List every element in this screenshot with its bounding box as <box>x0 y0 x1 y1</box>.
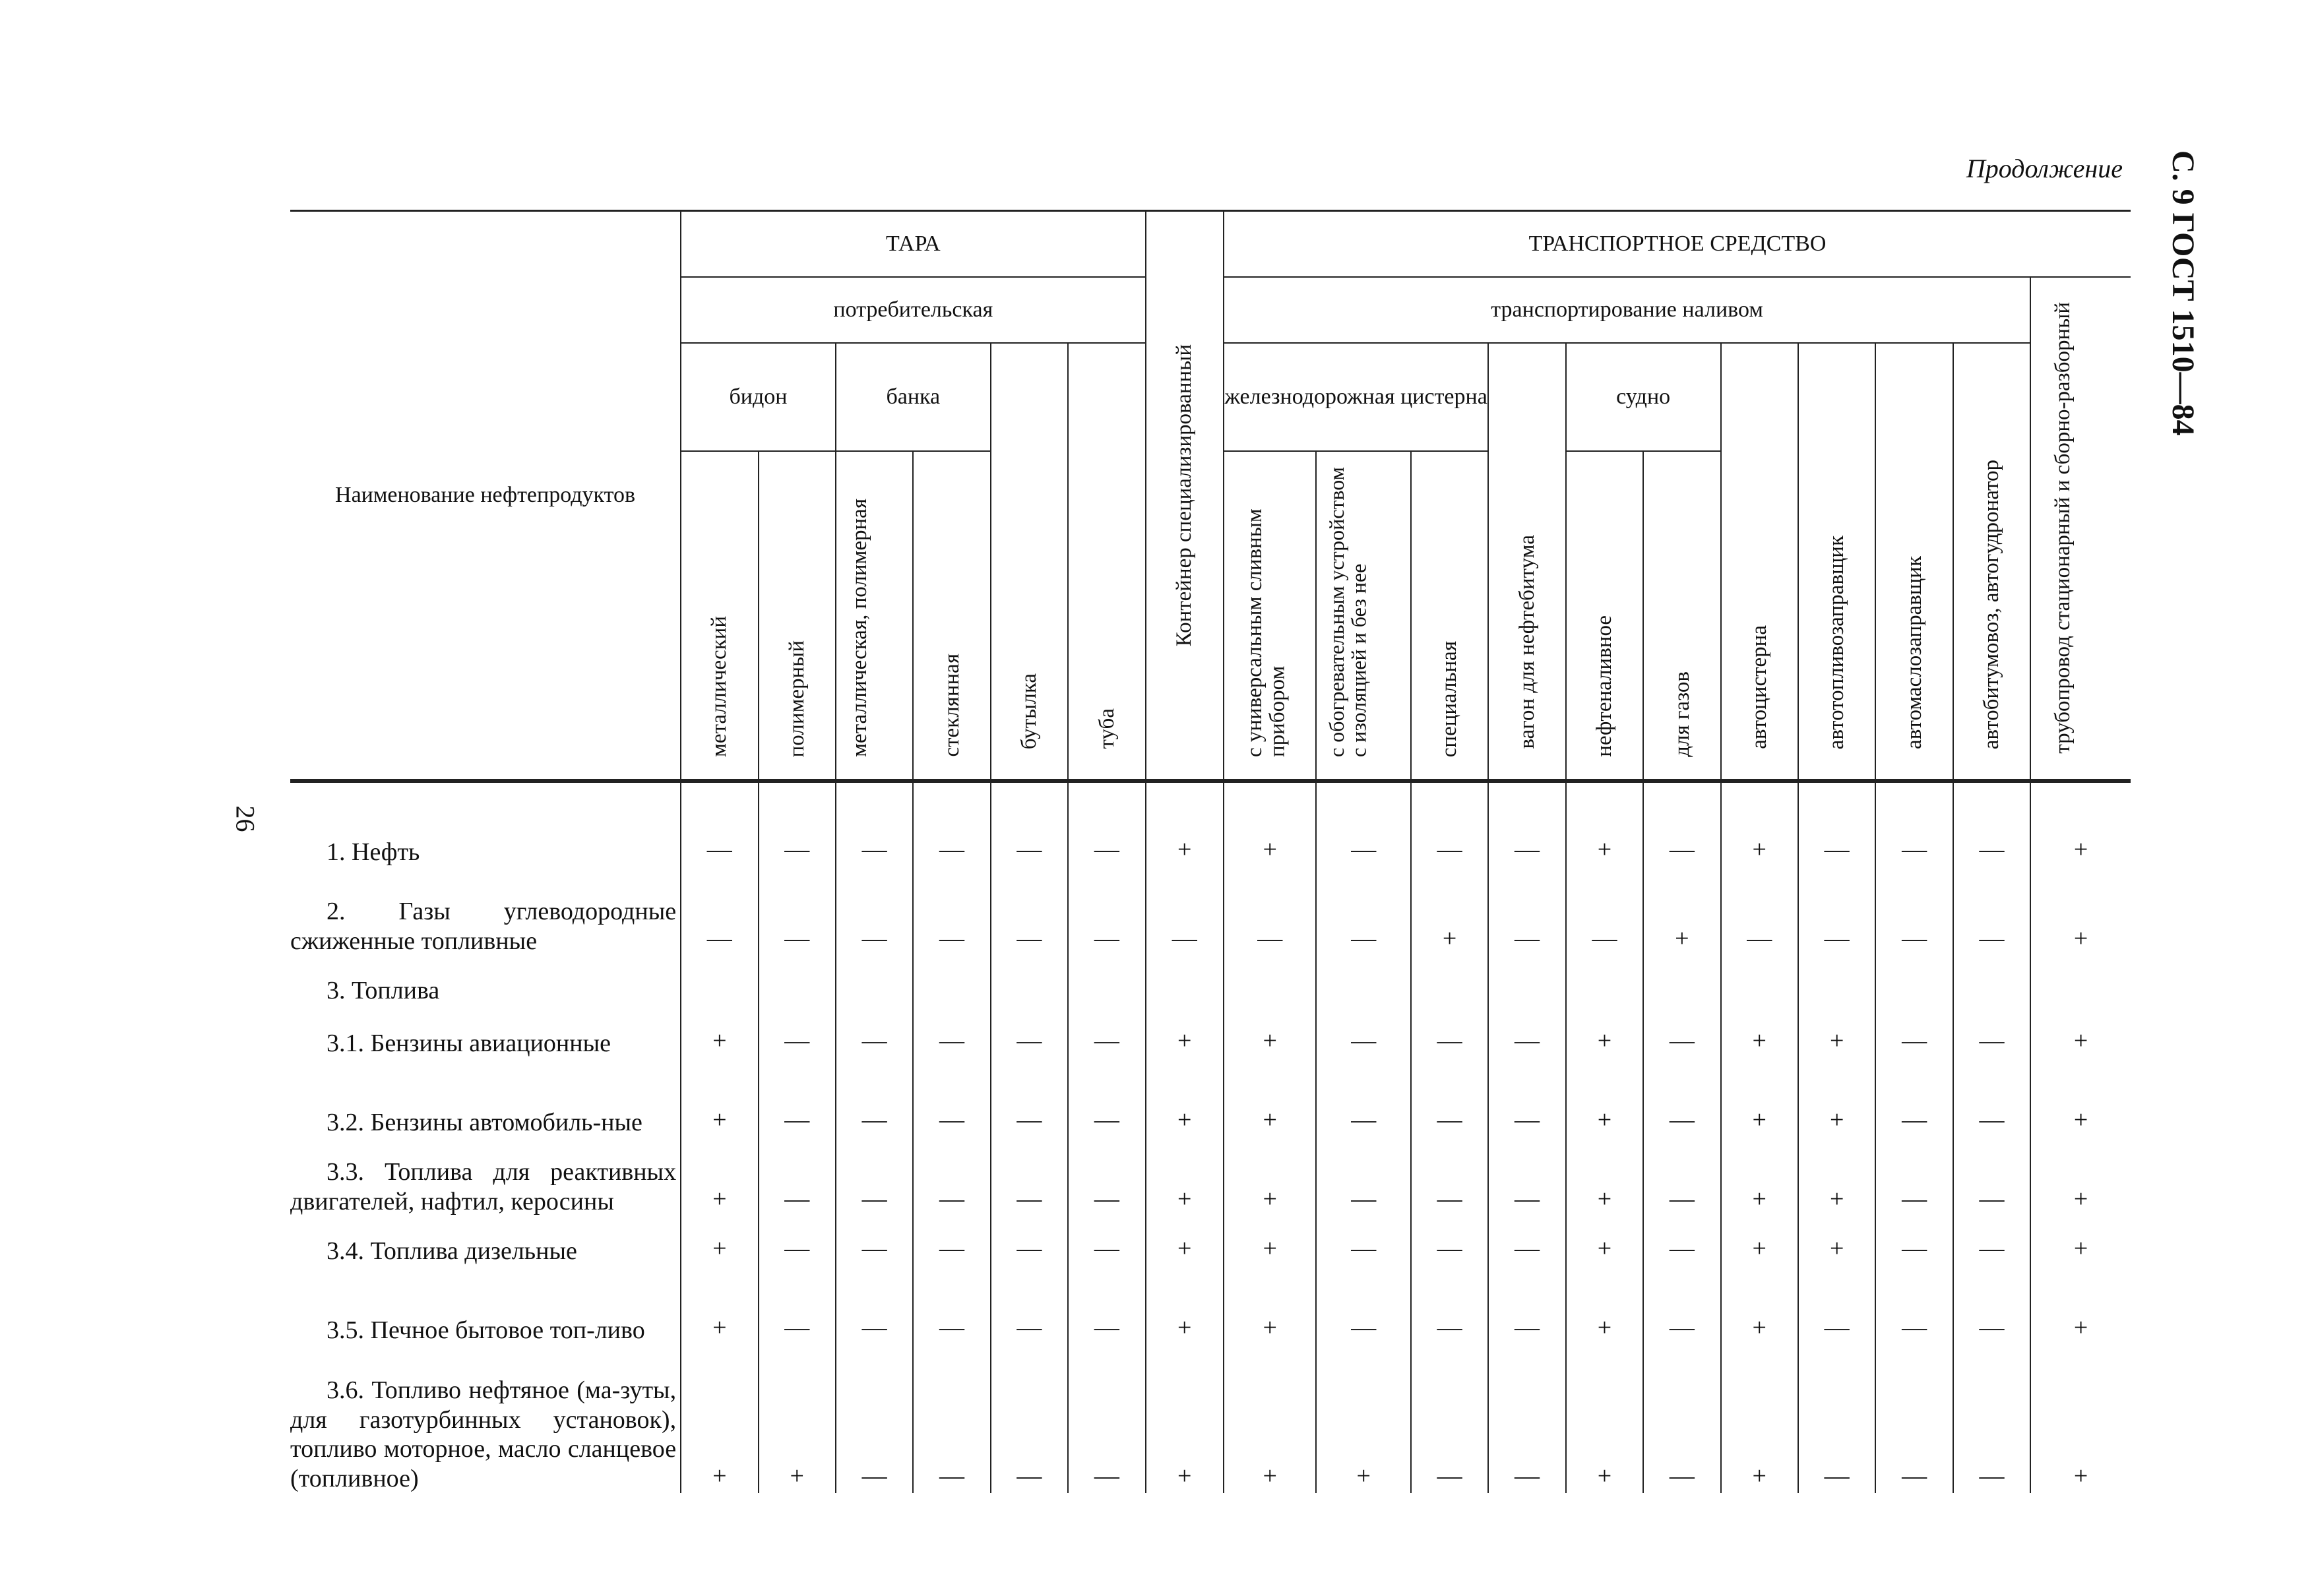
header-glass <box>913 451 990 781</box>
header-tube <box>1068 343 1145 781</box>
applicability-cell: + <box>681 1266 758 1345</box>
applicability-cell: — <box>913 1266 990 1345</box>
table-row <box>290 781 2131 867</box>
table-row <box>290 1345 2131 1493</box>
applicability-cell: + <box>1566 1266 1643 1345</box>
applicability-cell: — <box>836 1345 913 1493</box>
applicability-cell: — <box>1643 1137 1720 1216</box>
applicability-cell: — <box>1566 867 1643 956</box>
applicability-cell: — <box>1224 867 1317 956</box>
applicability-cell: + <box>1146 1345 1224 1493</box>
applicability-cell: — <box>1068 1137 1145 1216</box>
applicability-cell: + <box>1224 1266 1317 1345</box>
product-name: 3.6. Топливо нефтяное (ма-зуты, для газотурбинных установок), топливо моторное, масло сланцевое (топливное) <box>290 1376 677 1492</box>
applicability-cell: — <box>1411 1137 1488 1216</box>
applicability-cell: + <box>1721 1345 1798 1493</box>
applicability-cell: — <box>759 867 836 956</box>
applicability-cell: + <box>1798 1137 1875 1216</box>
applicability-cell: + <box>1721 1266 1798 1345</box>
header-bidon: бидон <box>681 343 836 451</box>
applicability-cell: + <box>681 1058 758 1137</box>
applicability-cell: — <box>1953 1216 2030 1266</box>
applicability-cell: — <box>681 781 758 867</box>
applicability-cell: — <box>1488 867 1565 956</box>
applicability-cell: + <box>759 1345 836 1493</box>
applicability-cell: — <box>1953 781 2030 867</box>
applicability-cell: — <box>1068 781 1145 867</box>
table-body <box>290 781 2131 1493</box>
applicability-cell: — <box>1643 1058 1720 1137</box>
header-gas-ship-text: для газов <box>1670 671 1694 757</box>
product-name: 1. Нефть <box>327 838 420 866</box>
applicability-cell: — <box>991 1345 1068 1493</box>
applicability-cell: + <box>1721 1058 1798 1137</box>
applicability-cell: — <box>836 1137 913 1216</box>
applicability-cell: + <box>1721 1005 1798 1058</box>
header-bulk: транспортирование наливом <box>1224 277 2030 343</box>
header-product-name-text: Наименование нефтепродуктов <box>335 483 636 507</box>
header-bottle <box>991 343 1068 781</box>
header-container <box>1146 211 1224 782</box>
continuation-label: Продолжение <box>1966 154 2123 183</box>
applicability-cell: — <box>1316 1216 1411 1266</box>
applicability-cell: — <box>759 781 836 867</box>
applicability-cell: + <box>1224 1058 1317 1137</box>
table-row <box>290 1137 2131 1216</box>
applicability-cell: — <box>1953 867 2030 956</box>
header-bitumen-wagon-text: вагон для нефтебитума <box>1515 535 1539 749</box>
applicability-cell: — <box>1411 1266 1488 1345</box>
applicability-cell: — <box>1643 1345 1720 1493</box>
applicability-cell: — <box>1875 781 1953 867</box>
applicability-cell: — <box>1316 1058 1411 1137</box>
applicability-cell: + <box>681 1345 758 1493</box>
header-universal-drain-text: с универсальным сливным прибором <box>1243 508 1290 757</box>
applicability-cell <box>1721 956 1798 1005</box>
applicability-cell: — <box>759 1266 836 1345</box>
header-metal <box>681 451 758 781</box>
applicability-cell: — <box>1953 1137 2030 1216</box>
applicability-cell: — <box>913 1005 990 1058</box>
applicability-cell: — <box>1411 1005 1488 1058</box>
applicability-cell: — <box>1875 1005 1953 1058</box>
applicability-cell: — <box>1643 1216 1720 1266</box>
applicability-cell <box>1224 956 1317 1005</box>
applicability-cell: + <box>1146 1266 1224 1345</box>
applicability-cell <box>836 956 913 1005</box>
applicability-cell <box>1316 956 1411 1005</box>
applicability-cell: + <box>681 1137 758 1216</box>
header-bitumen-truck <box>1953 343 2030 781</box>
applicability-cell: — <box>1068 1058 1145 1137</box>
header-heating <box>1316 451 1411 781</box>
product-name-cell <box>290 867 681 956</box>
applicability-cell: + <box>1566 1005 1643 1058</box>
applicability-cell: + <box>1566 781 1643 867</box>
applicability-cell <box>2030 956 2131 1005</box>
applicability-cell: + <box>681 1005 758 1058</box>
applicability-cell: — <box>1643 781 1720 867</box>
product-name-cell <box>290 1216 681 1266</box>
applicability-cell: — <box>1798 1266 1875 1345</box>
applicability-cell: + <box>681 1216 758 1266</box>
applicability-cell: — <box>759 1216 836 1266</box>
applicability-cell: — <box>1068 867 1145 956</box>
applicability-cell: + <box>1146 781 1224 867</box>
applicability-cell: + <box>1798 1216 1875 1266</box>
applicability-cell: + <box>2030 1345 2131 1493</box>
header-group-transport: ТРАНСПОРТНОЕ СРЕДСТВО <box>1224 211 2131 277</box>
applicability-cell: — <box>1953 1345 2030 1493</box>
applicability-cell: — <box>991 867 1068 956</box>
applicability-cell <box>913 956 990 1005</box>
header-ship: судно <box>1566 343 1721 451</box>
product-name-cell <box>290 1058 681 1137</box>
applicability-cell: — <box>1316 1137 1411 1216</box>
applicability-cell: — <box>1875 1345 1953 1493</box>
applicability-cell: — <box>1146 867 1224 956</box>
header-pipeline <box>2030 277 2131 782</box>
applicability-cell: — <box>1875 1216 1953 1266</box>
applicability-cell: — <box>1875 867 1953 956</box>
header-tube-text: туба <box>1094 708 1119 749</box>
applicability-cell: + <box>1721 781 1798 867</box>
applicability-cell: + <box>2030 1005 2131 1058</box>
header-auto-tank-text: автоцистерна <box>1747 625 1771 749</box>
applicability-cell: — <box>836 1266 913 1345</box>
applicability-cell: + <box>2030 781 2131 867</box>
applicability-cell: + <box>1721 1216 1798 1266</box>
document-code: С. 9 ГОСТ 1510—84 <box>2166 150 2201 436</box>
applicability-cell: — <box>759 1058 836 1137</box>
product-name: 3.5. Печное бытовое топ-ливо <box>327 1316 645 1344</box>
applicability-cell: + <box>1798 1058 1875 1137</box>
applicability-cell: — <box>1316 1266 1411 1345</box>
applicability-cell: — <box>991 1058 1068 1137</box>
product-name: 3.3. Топлива для реактивных двигателей, нафтил, керосины <box>290 1158 677 1215</box>
header-oil-ship <box>1566 451 1643 781</box>
header-oil-ship-text: нефтеналивное <box>1592 615 1617 757</box>
applicability-cell: + <box>1224 1216 1317 1266</box>
applicability-cell: + <box>2030 1216 2131 1266</box>
applicability-cell <box>1875 956 1953 1005</box>
applicability-cell: — <box>913 867 990 956</box>
applicability-cell: + <box>1566 1058 1643 1137</box>
applicability-cell: — <box>1411 1345 1488 1493</box>
applicability-cell <box>991 956 1068 1005</box>
applicability-cell: — <box>1798 781 1875 867</box>
applicability-cell: — <box>913 1058 990 1137</box>
header-pipeline-text: трубопровод стационарный и сборно-разборный <box>2050 302 2075 754</box>
table-row <box>290 1216 2131 1266</box>
applicability-cell: + <box>1566 1137 1643 1216</box>
applicability-cell: + <box>2030 1266 2131 1345</box>
applicability-cell: — <box>913 1216 990 1266</box>
applicability-cell: — <box>1488 1137 1565 1216</box>
applicability-cell: — <box>1411 1216 1488 1266</box>
header-rail-tank: железнодорожная цистерна <box>1224 343 1488 451</box>
applicability-cell: — <box>1488 1058 1565 1137</box>
applicability-cell: — <box>913 1137 990 1216</box>
applicability-cell: — <box>1488 1005 1565 1058</box>
applicability-cell <box>1566 956 1643 1005</box>
header-metal-polymer <box>836 451 913 781</box>
header-fuel-tanker <box>1798 343 1875 781</box>
applicability-cell: — <box>1411 1058 1488 1137</box>
page-number: 26 <box>230 805 261 832</box>
applicability-cell: — <box>1411 781 1488 867</box>
applicability-cell: — <box>1875 1137 1953 1216</box>
applicability-cell: — <box>991 1005 1068 1058</box>
header-fuel-tanker-text: автотопливозаправщик <box>1825 535 1849 749</box>
applicability-cell: — <box>1721 867 1798 956</box>
applicability-cell: — <box>1643 1005 1720 1058</box>
applicability-cell: — <box>1488 781 1565 867</box>
applicability-cell: + <box>1566 1345 1643 1493</box>
product-name-cell <box>290 1005 681 1058</box>
product-name: 3.1. Бензины авиационные <box>327 1029 611 1057</box>
applicability-cell <box>1798 956 1875 1005</box>
applicability-cell: — <box>913 781 990 867</box>
header-glass-text: стеклянная <box>939 654 964 757</box>
applicability-cell: — <box>1953 1266 2030 1345</box>
applicability-cell: — <box>1798 1345 1875 1493</box>
applicability-cell: — <box>836 1005 913 1058</box>
applicability-cell: + <box>1566 1216 1643 1266</box>
applicability-cell: + <box>1721 1137 1798 1216</box>
applicability-cell: — <box>1488 1266 1565 1345</box>
applicability-cell: — <box>836 1216 913 1266</box>
applicability-cell: — <box>836 867 913 956</box>
header-bottle-text: бутылка <box>1017 673 1042 749</box>
applicability-cell: + <box>1316 1345 1411 1493</box>
applicability-cell: — <box>991 1137 1068 1216</box>
header-heating-text: с обогревательным устройством с изоляцией и без нее <box>1324 467 1371 757</box>
applicability-cell <box>1411 956 1488 1005</box>
header-auto-tank <box>1721 343 1798 781</box>
header-oil-tanker <box>1875 343 1953 781</box>
applicability-cell: — <box>1068 1005 1145 1058</box>
applicability-cell <box>1488 956 1565 1005</box>
header-gas-ship <box>1643 451 1720 781</box>
header-oil-tanker-text: автомаслозаправщик <box>1902 555 1926 749</box>
product-name: 2. Газы углеводородные сжиженные топливные <box>290 898 677 955</box>
header-bitumen-wagon <box>1488 343 1565 781</box>
applicability-cell: + <box>1224 1005 1317 1058</box>
applicability-cell: — <box>1953 1005 2030 1058</box>
applicability-cell <box>1146 956 1224 1005</box>
applicability-cell: — <box>1068 1345 1145 1493</box>
applicability-cell: — <box>1875 1058 1953 1137</box>
applicability-cell: — <box>1953 1058 2030 1137</box>
applicability-cell: — <box>1488 1345 1565 1493</box>
applicability-cell: — <box>836 1058 913 1137</box>
applicability-cell: — <box>991 1266 1068 1345</box>
product-name-cell <box>290 956 681 1005</box>
table-row <box>290 956 2131 1005</box>
applicability-cell: — <box>1643 1266 1720 1345</box>
applicability-cell: + <box>1224 1345 1317 1493</box>
products-transport-table <box>290 210 2131 1493</box>
header-polymer-text: полимерный <box>784 640 809 757</box>
applicability-cell <box>1643 956 1720 1005</box>
product-name: 3.2. Бензины автомобиль-ные <box>327 1108 642 1136</box>
applicability-cell <box>759 956 836 1005</box>
table-row <box>290 1058 2131 1137</box>
applicability-cell: — <box>1316 1005 1411 1058</box>
header-product-name <box>290 211 681 782</box>
applicability-cell: — <box>991 781 1068 867</box>
applicability-cell: — <box>1875 1266 1953 1345</box>
header-metal-text: металлический <box>707 616 732 757</box>
header-universal-drain <box>1224 451 1317 781</box>
applicability-cell: + <box>2030 867 2131 956</box>
applicability-cell: + <box>1224 1137 1317 1216</box>
applicability-cell: + <box>1146 1005 1224 1058</box>
applicability-cell: — <box>1798 867 1875 956</box>
applicability-cell <box>1953 956 2030 1005</box>
header-special <box>1411 451 1488 781</box>
table-row <box>290 1005 2131 1058</box>
applicability-cell: + <box>1411 867 1488 956</box>
header-container-text: Контейнер специализированный <box>1172 344 1197 647</box>
applicability-cell: — <box>759 1137 836 1216</box>
applicability-cell: — <box>681 867 758 956</box>
applicability-cell: + <box>1146 1058 1224 1137</box>
table-row <box>290 1266 2131 1345</box>
header-banka: банка <box>836 343 991 451</box>
applicability-cell: + <box>1146 1216 1224 1266</box>
product-name: 3. Топлива <box>327 976 440 1004</box>
applicability-cell: — <box>1068 1216 1145 1266</box>
applicability-cell: + <box>2030 1137 2131 1216</box>
applicability-cell: — <box>836 781 913 867</box>
applicability-cell: — <box>1488 1216 1565 1266</box>
applicability-cell: — <box>759 1005 836 1058</box>
applicability-cell: — <box>913 1345 990 1493</box>
table-row <box>290 867 2131 956</box>
applicability-cell: + <box>1798 1005 1875 1058</box>
applicability-cell <box>1068 956 1145 1005</box>
applicability-cell <box>681 956 758 1005</box>
applicability-cell: — <box>1316 781 1411 867</box>
applicability-cell: + <box>2030 1058 2131 1137</box>
applicability-cell: — <box>991 1216 1068 1266</box>
applicability-cell: — <box>1316 867 1411 956</box>
applicability-cell: + <box>1224 781 1317 867</box>
applicability-cell: — <box>1068 1266 1145 1345</box>
header-polymer <box>759 451 836 781</box>
header-consumer: потребительская <box>681 277 1145 343</box>
product-name: 3.4. Топлива дизельные <box>327 1237 577 1265</box>
header-bitumen-truck-text: автобитумовоз, автогудронатор <box>1980 459 2004 749</box>
product-name-cell <box>290 1137 681 1216</box>
product-name-cell <box>290 1345 681 1493</box>
product-name-cell <box>290 1266 681 1345</box>
applicability-cell: + <box>1146 1137 1224 1216</box>
header-special-text: специальная <box>1437 640 1462 757</box>
header-group-tara: ТАРА <box>681 211 1145 277</box>
applicability-cell: + <box>1643 867 1720 956</box>
product-name-cell <box>290 781 681 867</box>
header-metal-polymer-text: металлическая, полимерная <box>847 499 871 757</box>
